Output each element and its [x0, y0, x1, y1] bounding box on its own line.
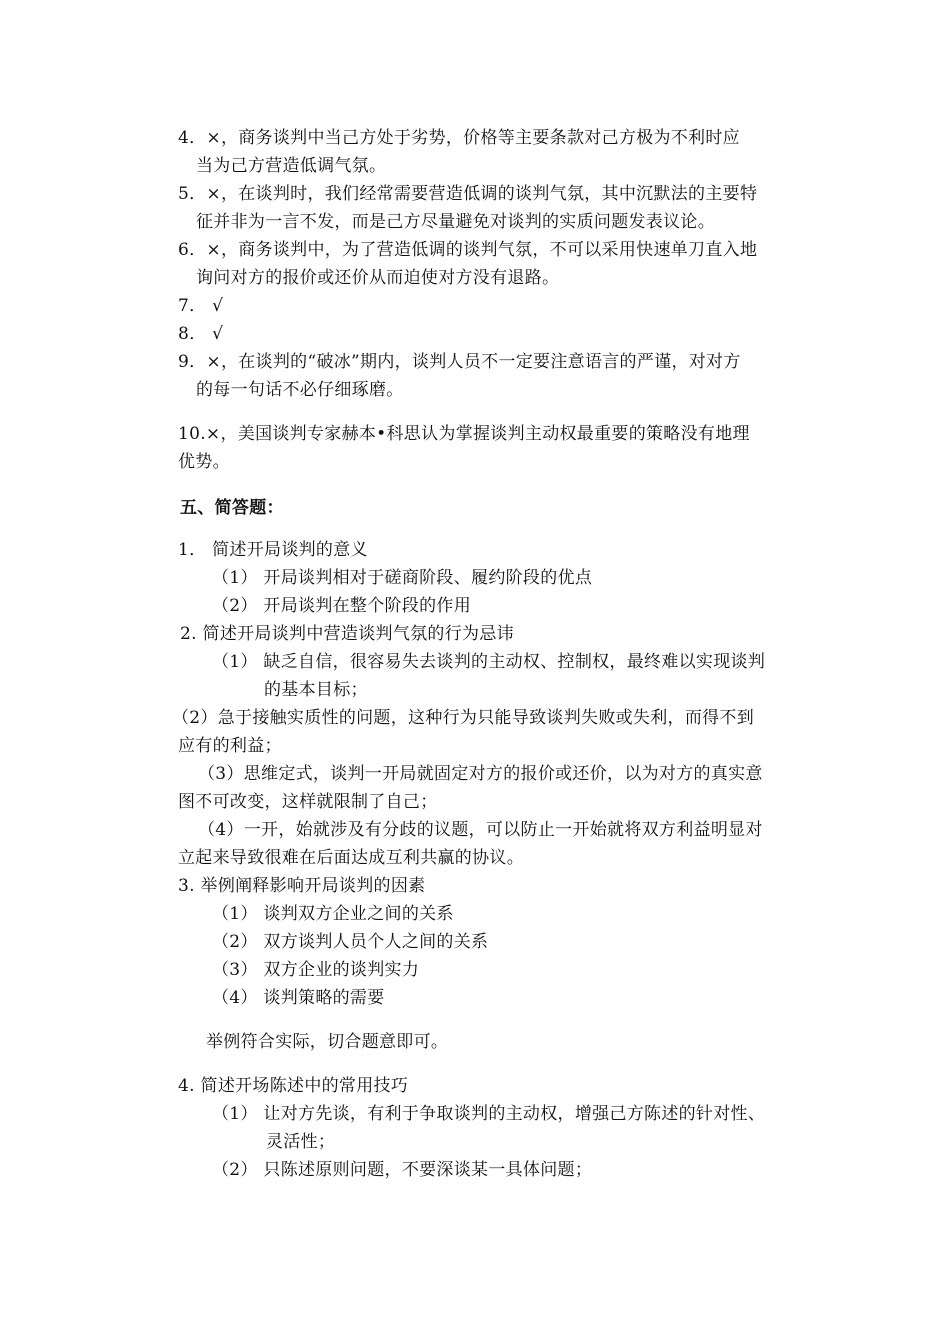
q2-item-3-line-2: 图不可改变，这样就限制了自己；	[178, 792, 438, 812]
q2-item-4-line-1: （4）一开，始就涉及有分歧的议题，可以防止一开始就将双方利益明显对	[198, 820, 763, 840]
answer-9-line-1: 9．×，在谈判的“破冰”期内，谈判人员不一定要注意语言的严谨，对对方	[178, 352, 741, 372]
q3-title: 3. 举例阐释影响开局谈判的因素	[178, 876, 426, 896]
section-heading: 五、简答题：	[180, 498, 284, 518]
q1-item-1: （1） 开局谈判相对于磋商阶段、履约阶段的优点	[212, 568, 593, 588]
answer-8: 8． √	[178, 324, 224, 344]
q4-item-1-line-1: （1） 让对方先谈，有利于争取谈判的主动权，增强己方陈述的针对性、	[212, 1104, 766, 1124]
answer-6-line-1: 6．×，商务谈判中，为了营造低调的谈判气氛，不可以采用快速单刀直入地	[178, 240, 758, 260]
q2-item-1-line-1: （1） 缺乏自信，很容易失去谈判的主动权、控制权，最终难以实现谈判	[212, 652, 766, 672]
q2-item-2-line-1: （2）急于接触实质性的问题，这种行为只能导致谈判失败或失利，而得不到	[172, 708, 755, 728]
answer-5-line-1: 5．×，在谈判时，我们经常需要营造低调的谈判气氛，其中沉默法的主要特	[178, 184, 758, 204]
answer-6-line-2: 询问对方的报价或还价从而迫使对方没有退路。	[196, 268, 560, 288]
q2-item-1-line-2: 的基本目标；	[264, 680, 368, 700]
q4-item-1-line-2: 灵活性；	[266, 1132, 336, 1152]
q4-title: 4. 简述开场陈述中的常用技巧	[178, 1076, 409, 1096]
answer-9-line-2: 的每一句话不必仔细琢磨。	[196, 380, 404, 400]
answer-5-line-2: 征并非为一言不发，而是己方尽量避免对谈判的实质问题发表议论。	[196, 212, 715, 232]
q3-item-3: （3） 双方企业的谈判实力	[212, 960, 420, 980]
q3-note: 举例符合实际，切合题意即可。	[206, 1032, 449, 1052]
q2-item-4-line-2: 立起来导致很难在后面达成互利共赢的协议。	[178, 848, 524, 868]
q2-title: 2. 简述开局谈判中营造谈判气氛的行为忌讳	[180, 624, 514, 644]
answer-10-line-2: 优势。	[178, 452, 230, 472]
q3-item-2: （2） 双方谈判人员个人之间的关系	[212, 932, 489, 952]
answer-4-line-1: 4．×，商务谈判中当己方处于劣势，价格等主要条款对己方极为不利时应	[178, 128, 740, 148]
q3-item-4: （4） 谈判策略的需要	[212, 988, 385, 1008]
answer-4-line-2: 当为己方营造低调气氛。	[196, 156, 387, 176]
q2-item-2-line-2: 应有的利益；	[178, 736, 282, 756]
q2-item-3-line-1: （3）思维定式，谈判一开局就固定对方的报价或还价，以为对方的真实意	[198, 764, 763, 784]
q4-item-2-line-1: （2） 只陈述原则问题，不要深谈某一具体问题；	[212, 1160, 593, 1180]
answer-7: 7． √	[178, 296, 224, 316]
q1-item-2: （2） 开局谈判在整个阶段的作用	[212, 596, 472, 616]
q3-item-1: （1） 谈判双方企业之间的关系	[212, 904, 454, 924]
q1-title: 1． 简述开局谈判的意义	[178, 540, 368, 560]
answer-10-line-1: 10.×，美国谈判专家赫本•科思认为掌握谈判主动权最重要的策略没有地理	[178, 424, 750, 444]
